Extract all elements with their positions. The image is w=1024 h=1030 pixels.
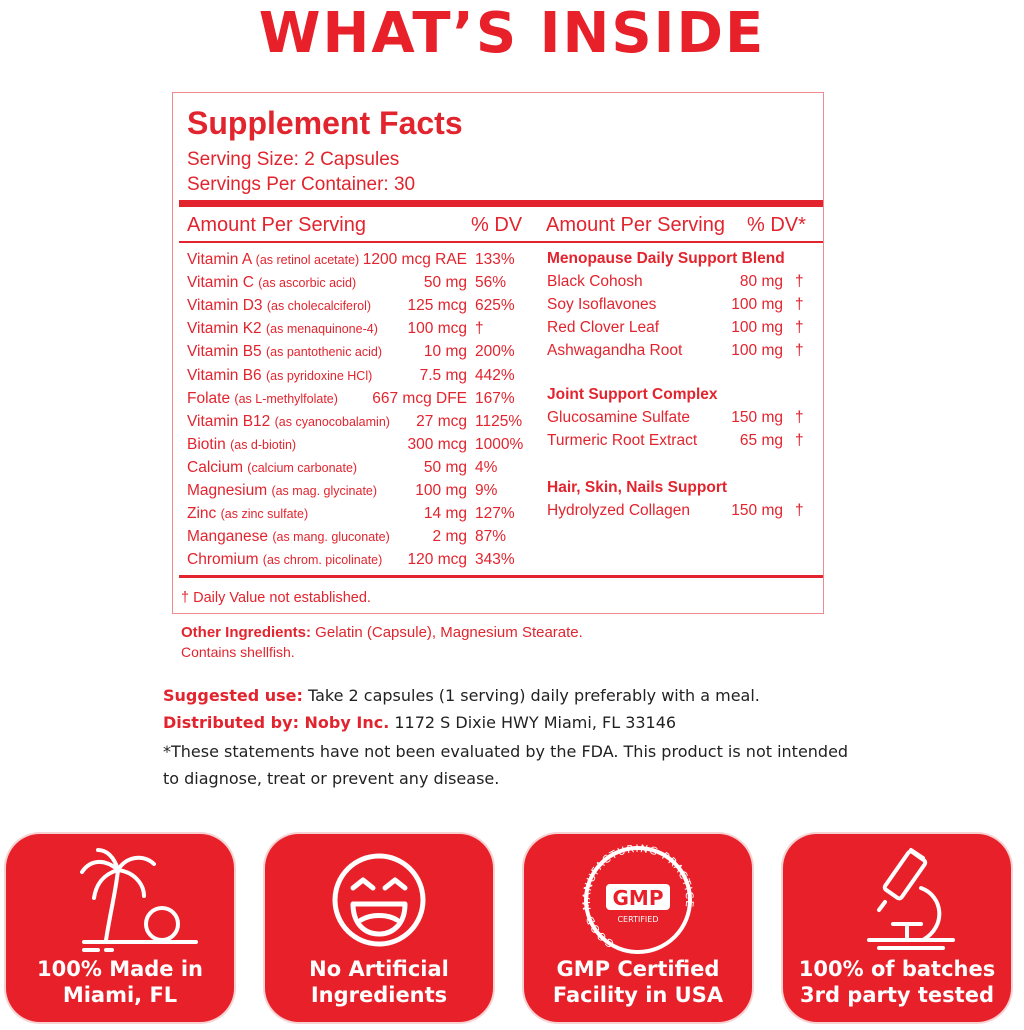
distributor	[163, 710, 676, 736]
right-dv-header: % DV*	[747, 214, 806, 236]
nutrient-row	[187, 318, 378, 340]
badge-line-2: Ingredients	[310, 983, 448, 1007]
nutrient-unit: mg	[445, 367, 467, 384]
nutrient-unit: mcg RAE	[401, 251, 467, 268]
badge-line-2: Facility in USA	[552, 983, 724, 1007]
blend-amount-unit: mg	[761, 409, 783, 426]
nutrient-dv: 167%	[475, 390, 515, 407]
other-ingredients-text: Gelatin (Capsule), Magnesium Stearate.	[311, 624, 583, 641]
badge-made-in-miami	[6, 834, 234, 1022]
nutrient-amount-value: 27	[416, 413, 434, 430]
nutrient-row	[187, 526, 390, 548]
smiley-face-icon	[265, 844, 493, 956]
nutrient-name: Vitamin B12	[187, 413, 271, 430]
nutrient-amount	[372, 388, 467, 410]
nutrient-source: (as cyanocobalamin)	[274, 415, 390, 429]
badge-third-party-tested	[783, 834, 1011, 1022]
nutrient-dv: 9%	[475, 482, 498, 499]
nutrient-name: Chromium	[187, 551, 259, 568]
nutrient-amount-value: 125	[407, 297, 434, 314]
nutrient-dv: 127%	[475, 505, 515, 522]
nutrient-dv: 87%	[475, 528, 507, 545]
nutrient-dv: 442%	[475, 367, 515, 384]
blend-title: Menopause Daily Support Blend	[547, 250, 785, 267]
blend-amount-value: 80	[739, 273, 758, 290]
nutrient-amount	[424, 503, 467, 525]
nutrient-amount	[408, 434, 467, 456]
badge-line-2: Miami, FL	[62, 983, 178, 1007]
nutrient-source: (as pyridoxine HCl)	[265, 369, 373, 383]
nutrient-unit: mcg	[437, 320, 467, 337]
nutrient-amount-value: 100	[415, 482, 442, 499]
nutrient-row	[187, 434, 296, 456]
nutrient-dv: 1000%	[475, 436, 524, 453]
nutrient-amount	[424, 341, 467, 363]
blend-ingredient-amount	[731, 340, 783, 362]
nutrient-row	[187, 480, 377, 502]
nutrient-row	[187, 341, 382, 363]
thin-rule	[179, 241, 823, 243]
nutrient-row	[187, 457, 357, 479]
nutrient-amount-value: 100	[407, 320, 434, 337]
nutrient-source: (as retinol acetate)	[255, 253, 360, 267]
nutrient-name: Zinc	[187, 505, 217, 522]
blend-amount-unit: mg	[761, 502, 783, 519]
badge-made-in-miami-text	[6, 956, 234, 1008]
supplement-facts-panel	[172, 92, 824, 614]
nutrient-unit: mcg	[437, 297, 467, 314]
page-heading: WHAT’S INSIDE	[258, 1, 766, 66]
nutrient-unit: mcg	[437, 436, 467, 453]
nutrient-name: Calcium	[187, 459, 243, 476]
badge-no-artificial	[265, 834, 493, 1022]
nutrient-source: (as menaquinone-4)	[265, 322, 378, 336]
nutrient-dv: 343%	[475, 551, 515, 568]
nutrient-dv: †	[475, 320, 484, 337]
nutrient-amount-value: 50	[423, 274, 442, 291]
nutrient-unit: mg	[445, 343, 467, 360]
distributor-address: 1172 S Dixie HWY Miami, FL 33146	[389, 713, 677, 732]
nutrient-name: Biotin	[187, 436, 226, 453]
left-dv-header: % DV	[471, 214, 523, 236]
nutrient-row	[187, 295, 371, 317]
blend-amount-value: 150	[731, 502, 758, 519]
nutrient-unit: mcg	[437, 413, 467, 430]
badge-tested-text	[783, 956, 1011, 1008]
suggested-use-text: Take 2 capsules (1 serving) daily preferably with a meal.	[302, 686, 760, 705]
servings-per-container: Servings Per Container: 30	[187, 174, 416, 195]
nutrient-dv: 1125%	[475, 413, 523, 430]
nutrient-row	[187, 388, 338, 410]
nutrient-amount-value: 1200	[362, 251, 398, 268]
left-amount-header: Amount Per Serving	[187, 214, 366, 236]
nutrient-amount	[415, 480, 467, 502]
nutrient-dv: 4%	[475, 459, 498, 476]
facts-title: Supplement Facts	[187, 105, 463, 141]
nutrient-unit: mg	[445, 505, 467, 522]
nutrient-name: Folate	[187, 390, 231, 407]
nutrient-name: Magnesium	[187, 482, 268, 499]
badge-gmp-text	[524, 956, 752, 1008]
badge-no-artificial-text	[265, 956, 493, 1008]
nutrient-amount	[424, 272, 467, 294]
blend-amount-value: 65	[739, 432, 758, 449]
blend-ingredient-dv: †	[795, 273, 804, 290]
nutrient-name: Vitamin A	[187, 251, 252, 268]
nutrient-amount	[420, 365, 467, 387]
nutrient-amount-value: 10	[423, 343, 442, 360]
blend-ingredient-dv: †	[795, 432, 804, 449]
nutrient-dv: 200%	[475, 343, 515, 360]
nutrient-unit: mg	[445, 528, 467, 545]
nutrient-name: Vitamin B6	[187, 367, 262, 384]
nutrient-dv: 133%	[475, 251, 515, 268]
blend-ingredient-name: Black Cohosh	[547, 273, 643, 290]
nutrient-unit: mg	[445, 459, 467, 476]
fda-disclaimer-line-2: to diagnose, treat or prevent any disease.	[163, 769, 500, 788]
blend-amount-unit: mg	[761, 319, 783, 336]
gmp-seal-ring-text: GOOD MANUFACTURING PRACTICE	[580, 844, 696, 950]
blend-ingredient-dv: †	[795, 502, 804, 519]
nutrient-amount-value: 300	[407, 436, 434, 453]
distributor-label: Distributed by: Noby Inc.	[163, 713, 390, 732]
blend-ingredient-name: Hydrolyzed Collagen	[547, 502, 691, 519]
blend-title: Hair, Skin, Nails Support	[547, 479, 728, 496]
badge-line-1: GMP Certified	[556, 957, 720, 981]
nutrient-amount	[424, 457, 467, 479]
nutrient-unit: mg	[445, 482, 467, 499]
blend-amount-value: 100	[731, 296, 758, 313]
blend-ingredient-dv: †	[795, 342, 804, 359]
nutrient-amount	[408, 318, 467, 340]
nutrient-row	[187, 249, 359, 271]
serving-size: Serving Size: 2 Capsules	[187, 149, 400, 170]
nutrient-dv: 56%	[475, 274, 507, 291]
suggested-use-label: Suggested use:	[163, 686, 303, 705]
nutrient-unit: mcg	[437, 551, 467, 568]
blend-ingredient-name: Ashwagandha Root	[547, 342, 683, 359]
blend-ingredient-amount	[731, 500, 783, 522]
blend-ingredient-amount	[731, 407, 783, 429]
nutrient-name: Vitamin C	[187, 274, 254, 291]
nutrient-source: (as cholecalciferol)	[266, 299, 372, 313]
nutrient-amount	[363, 249, 467, 271]
blend-ingredient-amount	[731, 294, 783, 316]
nutrient-dv: 625%	[475, 297, 515, 314]
dv-footnote: † Daily Value not established.	[181, 590, 371, 606]
nutrient-name: Vitamin D3	[187, 297, 263, 314]
suggested-use	[163, 683, 760, 709]
blend-amount-unit: mg	[761, 432, 783, 449]
nutrient-source: (as zinc sulfate)	[220, 507, 309, 521]
blend-ingredient-name: Soy Isoflavones	[547, 296, 657, 313]
nutrient-amount-value: 50	[423, 459, 442, 476]
badge-line-1: No Artificial	[309, 957, 449, 981]
blend-amount-unit: mg	[761, 296, 783, 313]
allergen-note: Contains shellfish.	[181, 644, 295, 660]
nutrient-amount	[433, 526, 467, 548]
gmp-seal-main-text: GMP	[612, 886, 664, 910]
blend-ingredient-amount	[740, 271, 783, 293]
nutrient-name: Manganese	[187, 528, 269, 545]
badge-line-1: 100% of batches	[798, 957, 996, 981]
nutrient-source: (as ascorbic acid)	[258, 276, 357, 290]
badge-gmp-certified	[524, 834, 752, 1022]
nutrient-source: (as pantothenic acid)	[265, 345, 383, 359]
nutrient-amount	[416, 411, 467, 433]
blend-ingredient-dv: †	[795, 296, 804, 313]
other-ingredients-label: Other Ingredients:	[181, 624, 312, 641]
nutrient-row	[187, 503, 308, 525]
nutrient-source: (as d-biotin)	[230, 438, 297, 452]
blend-amount-unit: mg	[761, 273, 783, 290]
nutrient-amount-value: 14	[423, 505, 442, 522]
nutrient-source: (as L-methylfolate)	[234, 392, 338, 406]
nutrient-amount	[408, 549, 467, 571]
nutrient-source: (calcium carbonate)	[247, 461, 358, 475]
blend-title: Joint Support Complex	[547, 386, 718, 403]
blend-ingredient-dv: †	[795, 319, 804, 336]
rule-bottom	[179, 575, 823, 578]
thick-rule-top	[179, 200, 823, 207]
nutrient-row	[187, 549, 382, 571]
nutrient-amount-value: 667	[372, 390, 399, 407]
microscope-icon	[783, 844, 1011, 956]
blend-ingredient-name: Turmeric Root Extract	[547, 432, 698, 449]
nutrient-row	[187, 365, 372, 387]
palm-tree-sunset-icon	[6, 844, 234, 956]
gmp-seal-icon	[524, 844, 752, 956]
blend-ingredient-name: Glucosamine Sulfate	[547, 409, 691, 426]
nutrient-row	[187, 411, 390, 433]
blend-amount-value: 100	[731, 319, 758, 336]
blend-amount-value: 100	[731, 342, 758, 359]
nutrient-name: Vitamin K2	[187, 320, 262, 337]
nutrient-amount-value: 120	[407, 551, 434, 568]
blend-ingredient-name: Red Clover Leaf	[547, 319, 660, 336]
nutrient-source: (as mag. glycinate)	[271, 484, 378, 498]
nutrient-row	[187, 272, 356, 294]
fda-disclaimer-line-1: *These statements have not been evaluated by the FDA. This product is not intended	[163, 742, 849, 761]
badge-line-2: 3rd party tested	[799, 983, 994, 1007]
nutrient-amount	[408, 295, 467, 317]
other-ingredients	[181, 623, 583, 643]
nutrient-unit: mcg DFE	[402, 390, 467, 407]
blend-ingredient-amount	[740, 430, 783, 452]
nutrient-unit: mg	[445, 274, 467, 291]
right-amount-header: Amount Per Serving	[546, 214, 725, 236]
nutrient-name: Vitamin B5	[187, 343, 262, 360]
blend-amount-unit: mg	[761, 342, 783, 359]
blend-ingredient-amount	[731, 317, 783, 339]
nutrient-source: (as mang. gluconate)	[272, 530, 390, 544]
badge-line-1: 100% Made in	[37, 957, 203, 981]
blend-amount-value: 150	[731, 409, 758, 426]
nutrient-amount-value: 7.5	[419, 367, 442, 384]
blend-ingredient-dv: †	[795, 409, 804, 426]
nutrient-amount-value: 2	[432, 528, 442, 545]
gmp-seal-sub-text: CERTIFIED	[617, 915, 659, 924]
nutrient-source: (as chrom. picolinate)	[262, 553, 383, 567]
